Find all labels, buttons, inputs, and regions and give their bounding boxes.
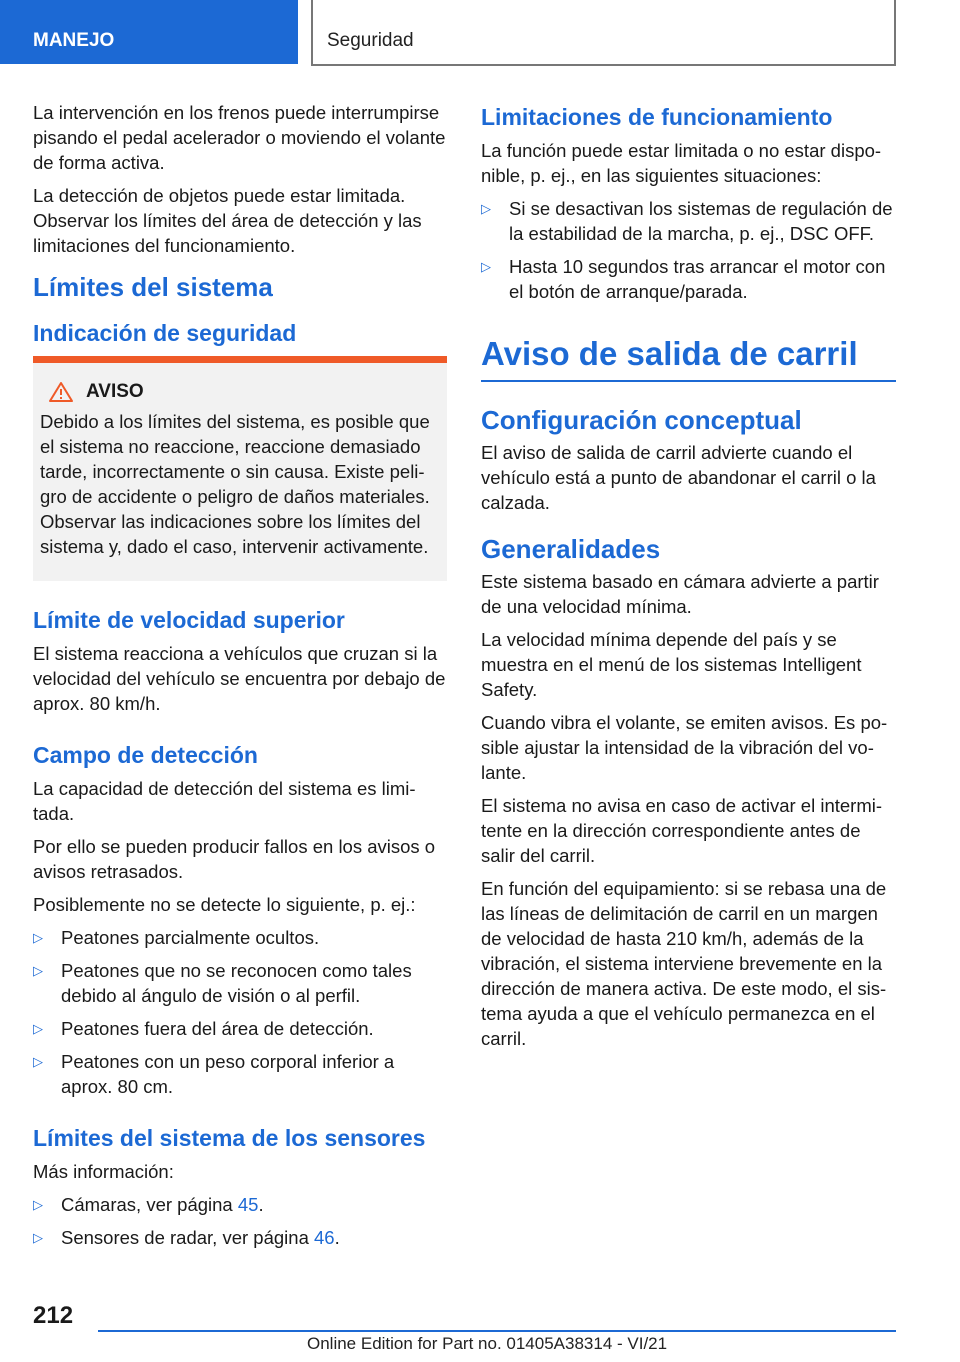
paragraph: El sistema no avisa en caso de activar el intermitente en la dirección correspondiente antes de salir del carril. (481, 795, 883, 866)
paragraph: La función puede estar limitada o no estar disponible, p. ej., en las siguientes situaciones: (481, 140, 882, 186)
list-item: ▷ Hasta 10 segundos tras arrancar el motor con el botón de arranque/parada. (481, 256, 886, 302)
sensor-list (33, 1192, 447, 1250)
paragraph: Cuando vibra el volante, se emiten avisos. Es posible ajustar la intensidad de la vibración del volante. (481, 712, 888, 783)
left-column (33, 100, 447, 1258)
warning-title: AVISO (86, 381, 144, 402)
paragraph: El aviso de salida de carril advierte cuando el vehículo está a punto de abandonar el carril o la calzada. (481, 442, 876, 513)
header-title-box (311, 0, 896, 66)
page-number: 212 (33, 1302, 74, 1329)
paragraph: La detección de objetos puede estar limitada. Observar los límites del área de detección y las limitaciones del funcionamiento. (33, 185, 422, 256)
triangle-bullet-icon: ▷ (33, 1197, 43, 1212)
list-item: ▷ Peatones con un peso corporal inferior a aprox. 80 cm. (33, 1051, 395, 1097)
paragraph: La intervención en los frenos puede interrumpirse pisando el pedal acelerador o moviendo el volante de forma activa. (33, 102, 446, 173)
paragraph: Posiblemente no se detecte lo siguiente, p. ej.: (33, 894, 416, 915)
heading-sensor-limits: Límites del sistema de los sensores (33, 1125, 426, 1151)
triangle-bullet-icon: ▷ (481, 201, 491, 216)
paragraph: En función del equipamiento: si se rebasa una de las líneas de delimitación de carril en un margen de velocidad de hasta 210 km/h, además de la vibración, el sistema interviene brevemente en la dirección de manera activa. De este modo, el sistema ayuda a que el vehículo permanezca en el carril. (481, 878, 887, 1049)
triangle-bullet-icon: ▷ (33, 930, 43, 945)
triangle-bullet-icon: ▷ (33, 1230, 43, 1245)
paragraph: La velocidad mínima depende del país y se muestra en el menú de los sistemas Intelligent Safety. (481, 629, 862, 700)
list-item: ▷ Cámaras, ver página 45. (33, 1194, 264, 1215)
heading-system-limits: Límites del sistema (33, 272, 273, 302)
function-list (481, 196, 896, 304)
section-tab: MANEJO (0, 0, 298, 64)
right-column (481, 100, 896, 1059)
heading-detection-field: Campo de detección (33, 742, 258, 768)
heading-lane-departure: Aviso de salida de carril (481, 332, 896, 382)
triangle-bullet-icon: ▷ (33, 963, 43, 978)
triangle-bullet-icon: ▷ (481, 259, 491, 274)
footer-divider (98, 1330, 896, 1332)
list-item: ▷ Si se desactivan los sistemas de regulación de la estabilidad de la marcha, p. ej., DSC OFF. (481, 198, 893, 244)
list-item: ▷ Sensores de radar, ver página 46. (33, 1227, 340, 1248)
heading-general: Generalidades (481, 534, 661, 564)
list-item: ▷ Peatones fuera del área de detección. (33, 1018, 374, 1039)
paragraph: Más información: (33, 1161, 174, 1182)
warning-header (40, 381, 439, 403)
warning-triangle-icon (48, 381, 74, 403)
list-item: ▷ Peatones parcialmente ocultos. (33, 927, 320, 948)
warning-text: Debido a los límites del sistema, es posible que el sistema no reaccione, reaccione demasiado tarde, incorrectamente o sin causa. Existe peligro de accidente o peligro de daños materiales. Observar las indicaciones sobre los límites del sistema y, dado el caso, intervenir activamente. (40, 411, 430, 557)
paragraph: La capacidad de detección del sistema es limitada. (33, 778, 416, 824)
paragraph: Este sistema basado en cámara advierte a partir de una velocidad mínima. (481, 571, 879, 617)
detection-list (33, 925, 447, 1099)
heading-safety-note: Indicación de seguridad (33, 320, 297, 346)
triangle-bullet-icon: ▷ (33, 1054, 43, 1069)
warning-box (33, 356, 447, 581)
page-link-cameras[interactable]: 45 (237, 1194, 259, 1215)
page-header (0, 0, 960, 66)
page-link-radar[interactable]: 46 (314, 1227, 335, 1248)
paragraph: Por ello se pueden producir fallos en los avisos o avisos retrasados. (33, 836, 436, 882)
heading-speed-limit: Límite de velocidad superior (33, 607, 345, 633)
edition-text: Online Edition for Part no. 01405A38314 - VI/21 (307, 1334, 668, 1353)
list-item: ▷ Peatones que no se reconocen como tales debido al ángulo de visión o al perfil. (33, 960, 412, 1006)
chapter-title: Seguridad (327, 30, 414, 51)
heading-function-limits: Limitaciones de funcionamiento (481, 104, 833, 130)
paragraph: El sistema reacciona a vehículos que cruzan si la velocidad del vehículo se encuentra por debajo de aprox. 80 km/h. (33, 643, 446, 714)
triangle-bullet-icon: ▷ (33, 1021, 43, 1036)
heading-concept: Configuración conceptual (481, 405, 802, 435)
